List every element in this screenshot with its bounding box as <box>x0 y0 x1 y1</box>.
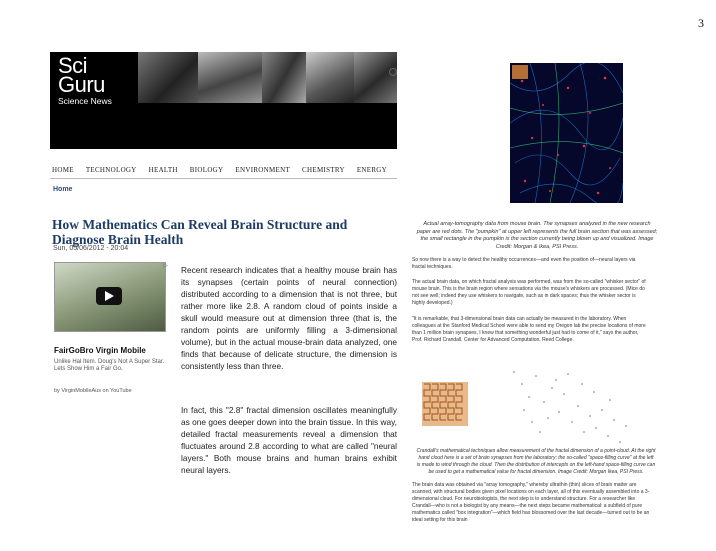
nav-item-technology[interactable]: TECHNOLOGY <box>85 166 137 174</box>
video-ad[interactable] <box>54 262 166 402</box>
scigurus-logo[interactable] <box>58 53 112 106</box>
logo-line2: Guru <box>58 72 105 97</box>
brain-tomography-graphic <box>510 63 623 203</box>
page-number: 3 <box>698 16 704 30</box>
fractal-figure <box>414 362 654 446</box>
nav-item-energy[interactable]: ENERGY <box>356 166 387 174</box>
banner-photo-5 <box>354 52 397 103</box>
synapse-cloud <box>513 371 627 443</box>
banner-photo-1 <box>138 52 198 103</box>
article-paragraph-2: In fact, this "2.8" fractal dimension oscillates meaningfully as one goes deeper down into the brain tissue. In this way, detailed fractal measurements reveal a dimension that fluctuates around 2.8 according to what are called "neural layers." Both mouse brains and human brains exhibit neural layers. <box>181 405 397 475</box>
space-filling-curve <box>422 382 468 426</box>
article-paragraph-1: Recent research indicates that a healthy mouse brain has its synapses (certain points of neural connection) distributed according to a dimension that is not three, but rather more like 2.8. A random cloud of points inside a skull would measure out at dimension three (that is, the random points are uniformly filling a 3-dimensional volume), but in the actual mouse-brain data analyzed, one finds that because of delicate structure, the dimension is consistently less than three. <box>181 265 397 371</box>
banner-photo-4 <box>306 52 354 103</box>
nav-item-home[interactable]: HOME <box>52 166 74 174</box>
hero-image-caption: Actual array-tomography data from mouse brain. The synapses analyzed in the new research paper are red dots. The "pumpkin" at upper left represents the full brain section that was assessed; the small rectangle in the pumpkin is the section currently being blown up and visualized. Image Credit: Morgan & Ikea, PSI Press. <box>416 221 658 250</box>
main-nav <box>52 166 397 174</box>
ad-source[interactable]: by VirginMobileAus on YouTube <box>54 388 132 394</box>
ad-description: Unlike Hal Item. Doug's Not A Super Star. Lets Show Him a Fair Go. <box>54 359 165 372</box>
banner-nav-icon[interactable] <box>389 68 397 76</box>
nav-divider <box>50 178 397 179</box>
banner-photo-2 <box>198 52 262 103</box>
adchoices-icon[interactable]: ▷ <box>163 263 168 269</box>
logo-subtitle: Science News <box>58 96 112 106</box>
breadcrumb-home[interactable]: Home <box>53 186 73 193</box>
brain-tomography-image <box>510 63 623 203</box>
site-banner <box>50 52 397 149</box>
banner-photo-3 <box>262 52 306 103</box>
banner-dark-band <box>50 103 397 149</box>
nav-item-environment[interactable]: ENVIRONMENT <box>235 166 291 174</box>
fractal-figure-caption: Crandall's mathematical techniques allow measurement of the fractal dimension of a point-cloud. At the right hand cloud here is a set of brain synapses from the laboratory; the so-called "space-filling curve" at the left is made to wind through the cloud. Then the distribution of intercepts on the left-hand space-filling curve can be used to get a mathematical value for fractal dimension. Image Credit: Morgan Ikea, PSI Press. <box>416 448 656 475</box>
ad-title[interactable]: FairGoBro Virgin Mobile <box>54 346 146 355</box>
nav-item-biology[interactable]: BIOLOGY <box>189 166 224 174</box>
play-triangle-icon <box>105 291 114 301</box>
right-paragraph-1: So now there is a way to detect the healthy occurrences—and even the position of—neural layers via fractal techniques. <box>412 257 636 270</box>
nav-item-health[interactable]: HEALTH <box>148 166 178 174</box>
logo-line1: Sci <box>58 53 88 78</box>
right-paragraph-2: The actual brain data, on which fractal analysis was performed, was from the so-called "whisker sector" of mouse brain. This is the brain region where sensations via the mouse's whiskers are processed. (Mice do not see well; indeed they use whiskers to navigate, such as in dark spaces; thus the whisker sector is highly developed.) <box>412 279 646 306</box>
right-paragraph-3: "It is remarkable, that 3-dimensional brain data can actually be measured in the laboratory. When colleagues at the Stanford Medical School were able to send my Oregon lab the precise locations of more than 1 million brain synapses, I knew that something wonderful just had to come of it," says the author, Prof. Richard Crandall, Center for Advanced Computation, Reed College. <box>412 316 646 343</box>
nav-item-chemistry[interactable]: CHEMISTRY <box>302 166 345 174</box>
right-paragraph-4: The brain data was obtained via "array tomography," whereby ultrathin (thin) slices of brain matter are scanned, with structural bodies given pixel locations on each layer, all of this eventually assembled into a 3-dimensional cloud. For neurobiologists, the next step is to understand structure. For a researcher like Crandall—who is not a biologist by any means—the next steps became mathematical: a subfield of pure mathematics called "box integration"—which field has blossomed over the last decade—turned out to be an ideal setting for this brain <box>412 482 650 523</box>
fractal-figure-graphic <box>414 362 654 446</box>
article-title: How Mathematics Can Reveal Brain Structure and Diagnose Brain Health <box>52 217 348 247</box>
article-date: Sun, 05/06/2012 - 20:04 <box>53 245 129 252</box>
